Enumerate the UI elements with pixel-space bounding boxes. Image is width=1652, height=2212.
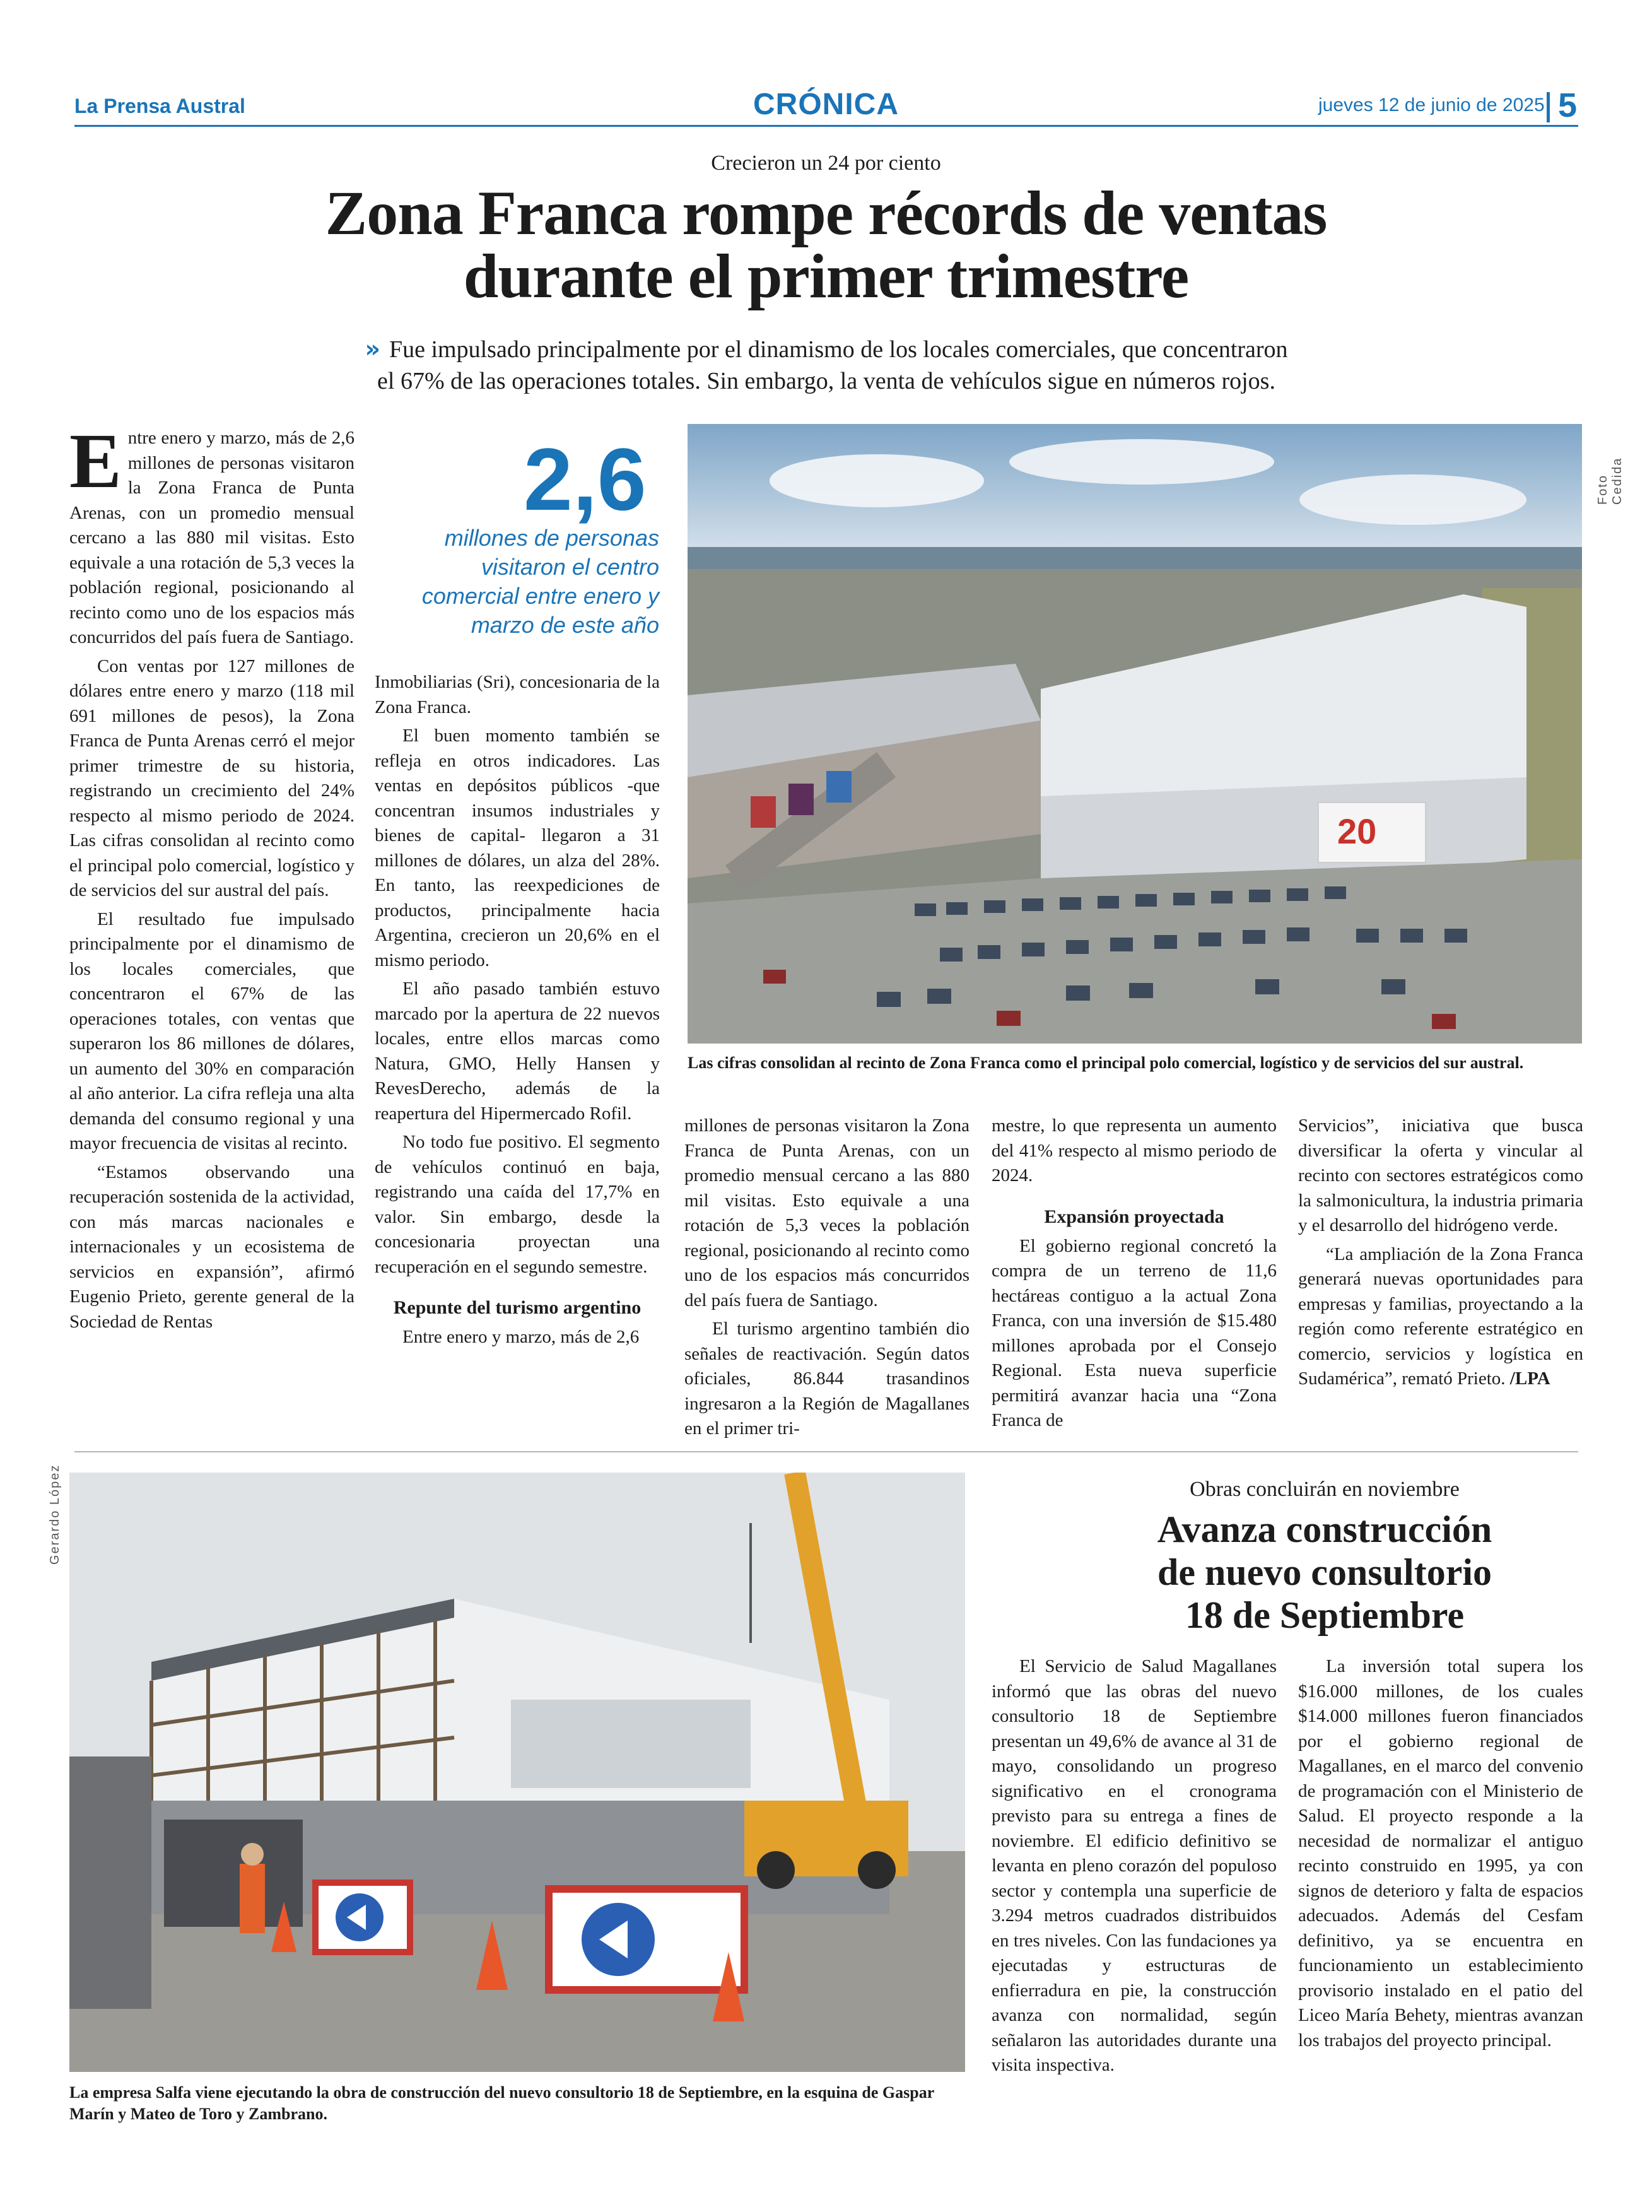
story-separator [74,1451,1578,1452]
masthead: La Prensa Austral [74,95,245,117]
paragraph: El resultado fue impulsado principalmente por el dinamismo de los locales comerciales, que concentraron el 67% de las operaciones totales, con ventas que superaron los 86 millones de dólares, un aumento del 30% en comparación al año anterior. La cifra refleja una alta demanda del consumo regional y una mayor frecuencia de visitas al recinto. [69,909,354,1153]
main-col-3 [684,1114,970,1445]
second-col-1 [992,1654,1277,2082]
second-col-2 [1298,1654,1583,2057]
drop-cap: E [69,418,122,504]
second-kicker: Obras concluirán en noviembre [1190,1478,1460,1501]
deck-line1: Fue impulsado principalmente por el dinamismo de los locales comerciales, que concentraron [389,336,1288,363]
main-headline-line1: Zona Franca rompe récords de ventas [325,178,1327,248]
page-number: 5 [1558,86,1578,124]
main-kicker: Crecieron un 24 por ciento [711,151,941,175]
paragraph: No todo fue positivo. El segmento de vehículos continuó en baja, registrando una caída del 17,7% en valor. Sin embargo, desde la concesionaria proyectan una recuperación en el segundo semestre. [375,1132,660,1277]
zona-franca-aerial-photo [688,424,1582,1044]
second-headline-line1: Avanza construcción [1157,1509,1492,1550]
chevron-right-icon: » [365,335,380,363]
page-number-divider [1547,92,1550,122]
second-headline [1066,1508,1583,1637]
paragraph: Inmobiliarias (Sri), concesionaria de la Zona Franca. [375,672,660,717]
main-col-5 [1298,1114,1583,1396]
main-col-1 [69,418,354,1338]
paragraph: El gobierno regional concretó la compra de un terreno de 11,6 hectáreas contiguo a la actual Zona Franca, con una inversión de $15.480 millones aprobada por el Consejo Regional. Esta nueva superficie permitirá avanzar hacia una “Zona Franca de [992,1235,1277,1430]
paragraph: El Servicio de Salud Magallanes informó que las obras del nuevo consultorio 18 de Septiembre presentan un 49,6% de avance al 31 de mayo, consolidando un progreso significativo en el cronograma previsto para su entrega a fines de noviembre. El edificio definitivo se levanta en pleno corazón del populoso sector y contempla una superficie de 3.294 metros cuadrados distribuidos en tres niveles. Con las fundaciones ya ejecutadas y estructuras de enfierradura en pie, la construcción avanza con normalidad, según señalaron las autoridades durante una visita inspectiva. [992,1656,1277,2075]
header-rule [74,125,1578,127]
paragraph: millones de personas visitaron la Zona Franca de Punta Arenas, con un promedio mensual cercano a las 880 mil visitas. Esto equivale a una rotación de 5,3 veces la población regional, posicionando al recinto como uno de los espacios más concurridos del país fuera de Santiago. [684,1115,970,1310]
main-col-4 [992,1114,1277,1437]
paragraph: mestre, lo que representa un aumento del 41% respecto al mismo periodo de 2024. [992,1115,1277,1185]
section-title: CRÓNICA [753,88,899,121]
second-headline-line2: de nuevo consultorio [1157,1551,1492,1593]
main-headline-line2: durante el primer trimestre [463,241,1189,311]
highlight-text: millones de personas visitaron el centro comercial entre enero y marzo de este año [421,525,659,638]
photo2-credit: Gerardo López [48,1464,62,1565]
paragraph: Entre enero y marzo, más de 2,6 [402,1327,640,1347]
construction-site-photo [69,1473,965,2072]
paragraph: “Estamos observando una recuperación sostenida de la actividad, con más marcas nacionales e internacionales y un ecosistema de servicios en expansión”, afirmó Eugenio Prieto, gerente general de la Sociedad de Rentas [69,1162,354,1332]
paragraph: El turismo argentino también dio señales de reactivación. Según datos oficiales, 86.844 trasandinos ingresaron a la Región de Magallanes en el primer tri- [684,1319,970,1438]
issue-date: jueves 12 de junio de 2025 [1318,95,1545,115]
photo1-credit: Foto Cedida [1596,457,1624,505]
construction-illustration [69,1473,965,2072]
second-headline-line3: 18 de Septiembre [1185,1594,1465,1636]
subhead-expansion: Expansión proyectada [1044,1206,1224,1227]
subhead-turismo: Repunte del turismo argentino [393,1297,641,1318]
paragraph [1298,1242,1583,1392]
paragraph: ntre enero y marzo, más de 2,6 millones de personas visitaron la Zona Franca de Punta Arenas, con un promedio mensual cercano a las 880 mil visitas. Esto equivale a una rotación de 5,3 veces la población regional, posicionando al recinto como uno de los espacios más concurridos del país fuera de Santiago. [69,428,354,647]
paragraph: La inversión total supera los $16.000 millones, de los cuales $14.000 millones fueron financiados por el gobierno regional de Magallanes, en el marco del convenio de programación con el Ministerio de Salud. El proyecto responde a la necesidad de normalizar el antiguo recinto construido en 1995, ya con signos de deterioro y falta de espacios adecuados. Además del Cesfam definitivo, ya se encuentra en funcionamiento un establecimiento provisorio instalado en el patio del Liceo María Behety, mientras avanzan los trabajos del proyecto principal. [1298,1656,1583,2050]
paragraph: El buen momento también se refleja en otros indicadores. Las ventas en depósitos públicos -que concentran insumos industriales y bienes de capital- llegaron a 31 millones de dólares, un alza del 28%. En tanto, las reexpediciones de productos, principalmente hacia Argentina, crecieron un 20,6% en el mismo periodo. [375,726,660,970]
svg-text:20: 20 [1337,811,1377,851]
paragraph: El año pasado también estuvo marcado por la apertura de 22 nuevos locales, entre ellos marcas como Natura, GMO, Helly Hansen y RevesDerecho, además de la reapertura del Hipermercado Rofil. [375,979,660,1124]
signature: /LPA [1509,1368,1550,1389]
highlight-number: 2,6 [524,430,647,529]
photo2-caption: La empresa Salfa viene ejecutando la obra de construcción del nuevo consultorio 18 de Septiembre, en la esquina de Gaspar Marín y Mateo de Toro y Zambrano. [69,2083,934,2123]
paragraph: Con ventas por 127 millones de dólares entre enero y marzo (118 mil 691 millones de pesos), la Zona Franca de Punta Arenas cerró el mejor primer trimestre de su historia, registrando un crecimiento del 24% respecto al mismo periodo de 2024. Las cifras consolidan al recinto como el principal polo comercial, logístico y de servicios del sur austral del país. [69,656,354,900]
aerial-illustration [688,424,1582,1044]
paragraph: Servicios”, iniciativa que busca diversificar la oferta y vincular al recinto con sectores estratégicos como la salmonicultura, la industria primaria y el desarrollo del hidrógeno verde. [1298,1115,1583,1235]
main-deck [252,333,1400,397]
main-headline [189,178,1463,311]
photo1-caption: Las cifras consolidan al recinto de Zona Franca como el principal polo comercial, logístico y de servicios del sur austral. [688,1054,1524,1072]
deck-line2: el 67% de las operaciones totales. Sin embargo, la venta de vehículos sigue en números rojos. [377,368,1275,394]
main-col-2 [375,670,660,1354]
quote-text: “La ampliación de la Zona Franca generará nuevas oportunidades para empresas y familias, proyectando a la región como referente estratégico en comercio, servicios y logística en Sudamérica”, remató Prieto. [1298,1244,1583,1389]
